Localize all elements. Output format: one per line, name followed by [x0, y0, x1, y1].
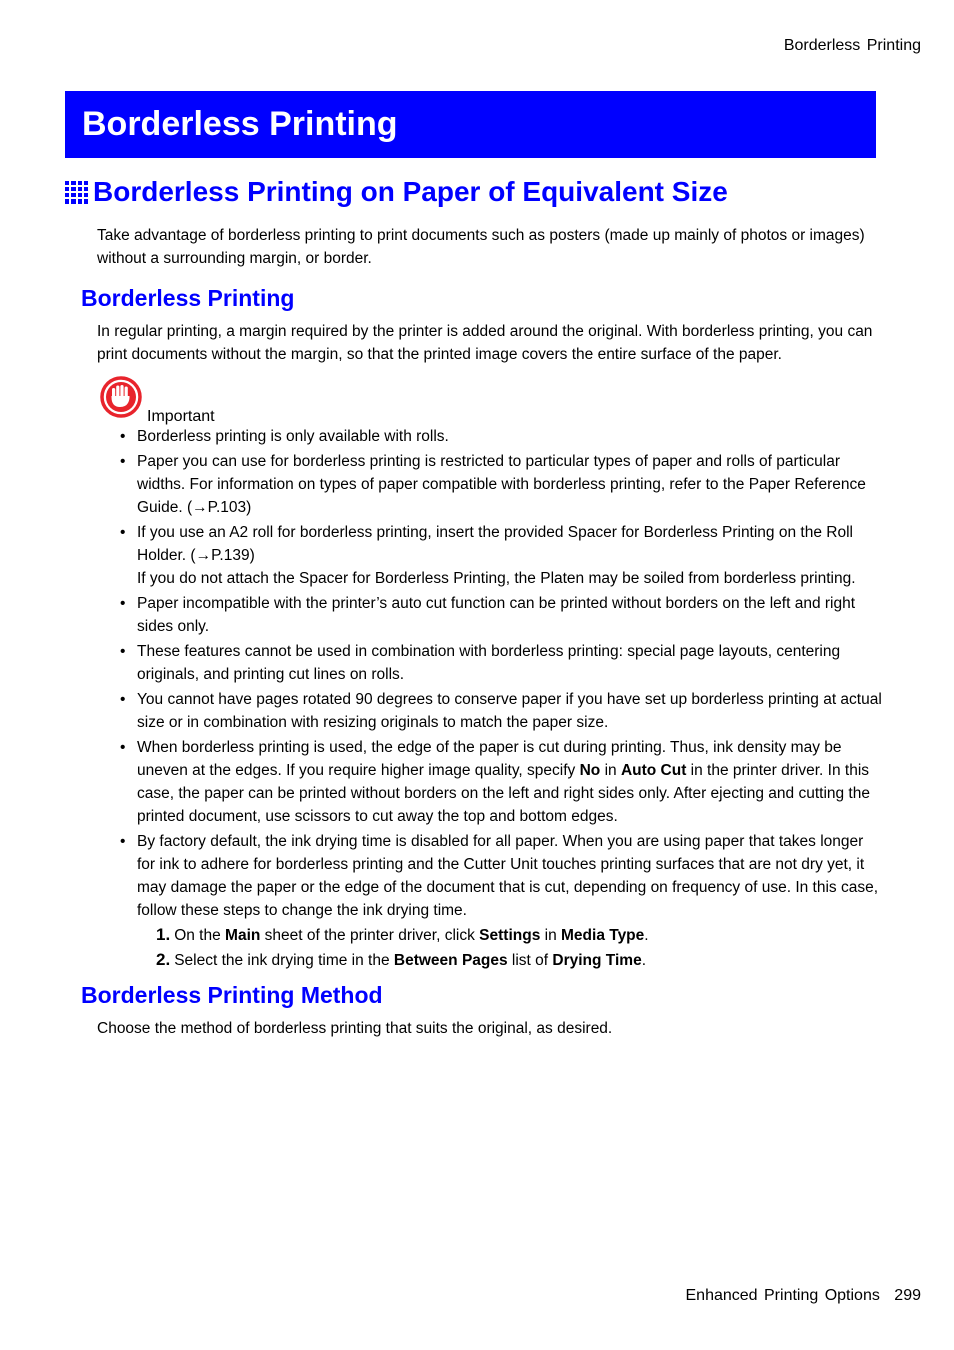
subsection-body-borderless-printing: In regular printing, a margin required by the printer is added around the original. With borderless printing, you can print documents without the margin, so that the printed image covers the entire surface of the paper. — [97, 323, 873, 363]
step-number: 2. — [156, 950, 171, 969]
list-item: • You cannot have pages rotated 90 degrees to conserve paper if you have set up borderless printing at actual size or in combination with resizing originals to match the paper size. — [120, 688, 885, 734]
bullet-icon: • — [120, 691, 126, 708]
list-item: • These features cannot be used in combination with borderless printing: special page layouts, centering originals, and printing cut lines on rolls. — [120, 640, 885, 686]
footer-chapter: Enhanced Printing Options — [685, 1287, 880, 1304]
list-item: • If you use an A2 roll for borderless printing, insert the provided Spacer for Borderless Printing on the Roll Holder. (→P.139) If you do not attach the Spacer for Borderless Printing, the Platen may be soiled from borderless printing. — [120, 521, 885, 590]
bullet-icon: • — [120, 428, 126, 445]
subsection-heading-method: Borderless Printing Method — [81, 982, 383, 1008]
page-number: 299 — [894, 1287, 921, 1304]
list-item: • Borderless printing is only available with rolls. — [120, 425, 885, 448]
important-list — [120, 425, 885, 974]
list-item: • Paper you can use for borderless printing is restricted to particular types of paper and rolls of particular widths. For information on types of paper compatible with borderless printing, refer to the Paper Reference Guide. (→P.103) — [120, 450, 885, 519]
grid-icon — [65, 181, 88, 204]
subsection-body-method: Choose the method of borderless printing that suits the original, as desired. — [97, 1020, 613, 1037]
list-item: • By factory default, the ink drying time is disabled for all paper. When you are using paper that takes longer for ink to adhere for borderless printing and the Cutter Unit touches printing surfaces that are not dry yet, it may damage the paper or the edge of the document that is cut, depending on frequency of use. In this case, follow these steps to change the ink drying time. 1. On the Main sheet of the printer driver, click Settings in Media Type. 2. Select the ink drying time in the Between Pages list of Drying Time. — [120, 830, 885, 972]
bullet-icon: • — [120, 595, 126, 612]
page-title: Borderless Printing — [82, 105, 398, 143]
step-item: 1. On the Main sheet of the printer driver, click Settings in Media Type. — [156, 925, 649, 944]
important-label: Important — [147, 408, 215, 425]
list-item: • Paper incompatible with the printer’s auto cut function can be printed without borders on the left and right sides only. — [120, 592, 885, 638]
subsection-heading-borderless-printing: Borderless Printing — [81, 285, 295, 311]
list-item-note: If you do not attach the Spacer for Borderless Printing, the Platen may be soiled from borderless printing. — [137, 570, 856, 587]
bullet-icon: • — [120, 453, 126, 470]
important-callout — [100, 376, 215, 423]
bullet-icon: • — [120, 739, 126, 756]
section-heading — [65, 176, 728, 208]
step-number: 1. — [156, 925, 171, 944]
running-header: Borderless Printing — [783, 37, 921, 54]
step-item: 2. Select the ink drying time in the Between Pages list of Drying Time. — [156, 950, 647, 969]
steps-list — [137, 923, 885, 972]
section-heading-text: Borderless Printing on Paper of Equivalent Size — [93, 176, 728, 207]
list-item: • When borderless printing is used, the edge of the paper is cut during printing. Thus, ink density may be uneven at the edges. If you require higher image quality, specify No in Auto Cut in the printer driver. In this case, the paper can be printed without borders on the left and right sides only. After ejecting and cutting the printed document, use scissors to cut away the top and bottom edges. — [120, 736, 885, 828]
bullet-icon: • — [120, 524, 126, 541]
bullet-icon: • — [120, 833, 126, 850]
stop-hand-icon — [100, 376, 142, 423]
section-intro: Take advantage of borderless printing to print documents such as posters (made up mainly of photos or images) without a surrounding margin, or border. — [97, 227, 865, 267]
page-footer — [686, 1287, 922, 1305]
page-title-bar — [65, 91, 876, 158]
bullet-icon: • — [120, 643, 126, 660]
